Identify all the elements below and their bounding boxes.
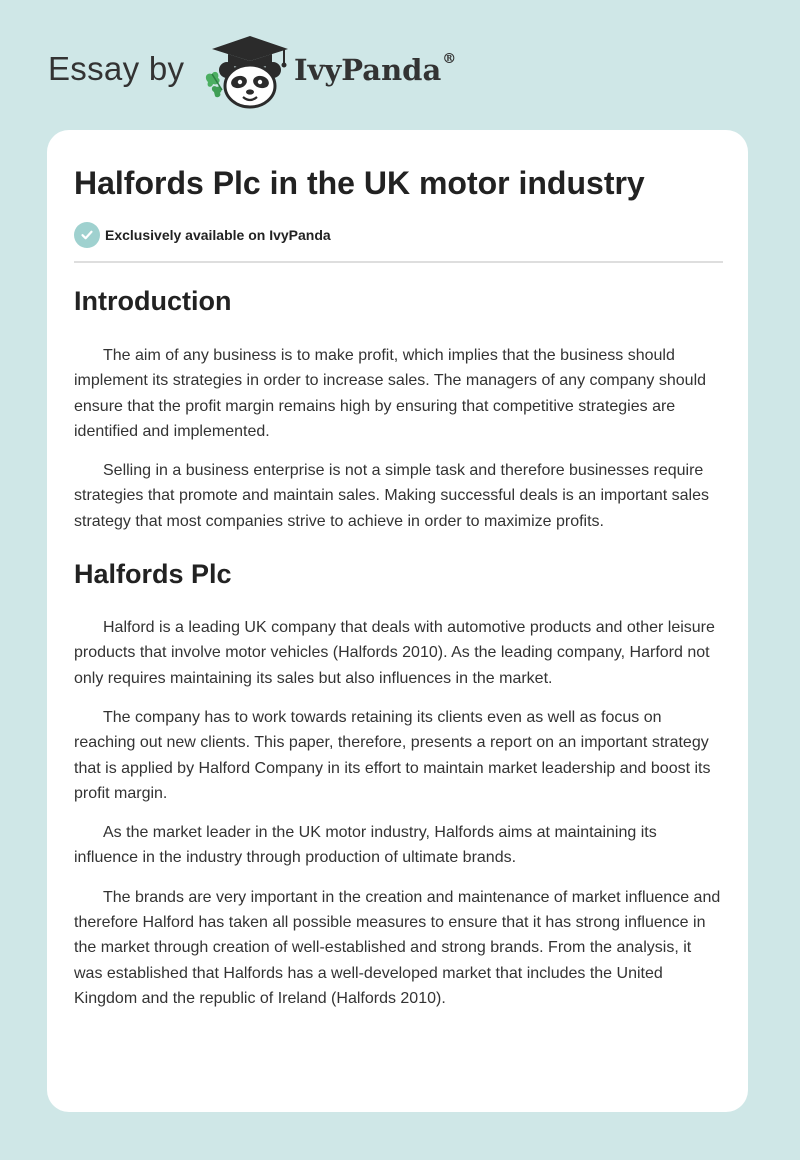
essay-card	[47, 130, 748, 1112]
essay-body	[74, 282, 724, 1011]
registered-mark: ®	[442, 51, 457, 67]
panda-graduate-icon[interactable]	[200, 34, 300, 110]
brand-name: IvyPanda	[294, 53, 442, 87]
paragraph: Halford is a leading UK company that deals with automotive products and other leisure products that involve motor vehicles (Halfords 2010). As the leading company, Harford not only requires maintaining its sales but also influences in the market.	[74, 619, 715, 687]
brand-wordmark[interactable]	[294, 53, 456, 87]
section-heading: Introduction	[74, 286, 232, 316]
section-heading: Halfords Plc	[74, 559, 232, 590]
check-circle-icon	[74, 222, 100, 248]
site-header	[48, 30, 748, 110]
exclusive-badge	[74, 222, 331, 248]
paragraph: As the market leader in the UK motor industry, Halfords aims at maintaining its influence in the industry through production of ultimate brands.	[74, 824, 657, 867]
paragraph: Selling in a business enterprise is not a simple task and therefore businesses require strategies that promote and maintain sales. Making successful deals is an important sales strategy that most companies strive to achieve in order to maximize profits.	[74, 462, 709, 530]
paragraph: The aim of any business is to make profit, which implies that the business should implement its strategies in order to increase sales. The managers of any company should ensure that the profit margin remains high by ensuring that competitive strategies are identified and implemented.	[74, 347, 707, 440]
badge-label: Exclusively available on IvyPanda	[105, 227, 331, 243]
title-divider	[74, 261, 723, 263]
paragraph: The company has to work towards retaining its clients even as well as focus on reaching out new clients. This paper, therefore, presents a report on an important strategy that is applied by Halford Company in its effort to maintain market leadership and boost its profit margin.	[74, 708, 711, 802]
essay-by-label: Essay by	[48, 50, 185, 87]
paragraph: The brands are very important in the creation and maintenance of market influence and therefore Halford has taken all possible measures to ensure that it has strong influence in the market through creation of well-established and strong brands. From the analysis, it was established that Halfords has a well-developed market that includes the United Kingdom and the republic of Ireland (Halfords 2010).	[74, 888, 721, 1007]
page-title: Halfords Plc in the UK motor industry	[74, 165, 645, 201]
